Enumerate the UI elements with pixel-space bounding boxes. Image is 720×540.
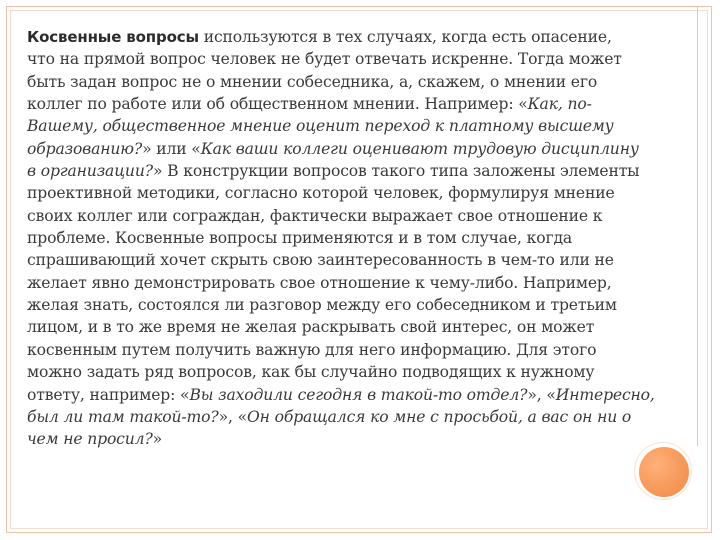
line-4: коллег по работе или об общественном мнении. Например: «Как, по- (27, 95, 592, 114)
key-term: Косвенные вопросы (27, 28, 199, 46)
line-18: был ли там такой-то?», «Он обращался ко мне с просьбой, а вас он ни о (27, 407, 632, 426)
example-quote: был ли там такой-то? (27, 407, 219, 426)
line-15: косвенным путем получить важную для него информацию. Для этого (27, 340, 597, 359)
line-6: образованию?» или «Как ваши коллеги оценивают трудовую дисциплину (27, 139, 639, 158)
example-quote: Интересно, (555, 385, 655, 404)
line-10: проблеме. Косвенные вопросы применяются и в том случае, когда (27, 229, 573, 248)
example-quote: Он обращался ко мне с просьбой, а вас он ни о (247, 407, 632, 426)
decorative-orange-circle (639, 447, 689, 497)
line-2: что на прямой вопрос человек не будет отвечать искренне. Тогда может (27, 50, 622, 69)
line-14: лицом, и в то же время не желая раскрывать свой интерес, он может (27, 318, 595, 337)
line-7: в организации?» В конструкции вопросов такого типа заложены элементы (27, 162, 640, 181)
example-quote: Вашему, общественное мнение оценит переход к платному высшему (27, 117, 614, 136)
line-1: Косвенные вопросы используются в тех случаях, когда есть опасение, (27, 28, 612, 46)
example-quote: образованию? (27, 139, 143, 158)
line-12: желает явно демонстрировать свое отношение к чему-либо. Например, (27, 273, 612, 292)
example-quote: в организации? (27, 162, 153, 181)
line-17: ответу, например: «Вы заходили сегодня в такой-то отдел?», «Интересно, (27, 385, 655, 404)
line-19: чем не просил?» (27, 430, 163, 449)
example-quote: Вы заходили сегодня в такой-то отдел? (189, 385, 528, 404)
example-quote: Как ваши коллеги оценивают трудовую дисциплину (200, 139, 639, 158)
line-3: быть задан вопрос не о мнении собеседника, а, скажем, о мнении его (27, 72, 598, 91)
line-11: спрашивающий хочет скрыть свою заинтересованность в чем-то или не (27, 251, 614, 270)
example-quote: Как, по- (527, 95, 592, 114)
line-16: можно задать ряд вопросов, как бы случайно подводящих к нужному (27, 363, 595, 382)
example-quote: чем не просил? (27, 430, 153, 449)
body-paragraph (27, 26, 687, 451)
decorative-side-rule (697, 6, 698, 446)
line-8: проективной методики, согласно которой человек, формулируя мнение (27, 184, 615, 203)
line-9: своих коллег или сограждан, фактически выражает свое отношение к (27, 206, 603, 225)
line-5 (27, 117, 614, 135)
line-13: желая знать, состоялся ли разговор между его собеседником и третьим (27, 296, 617, 315)
